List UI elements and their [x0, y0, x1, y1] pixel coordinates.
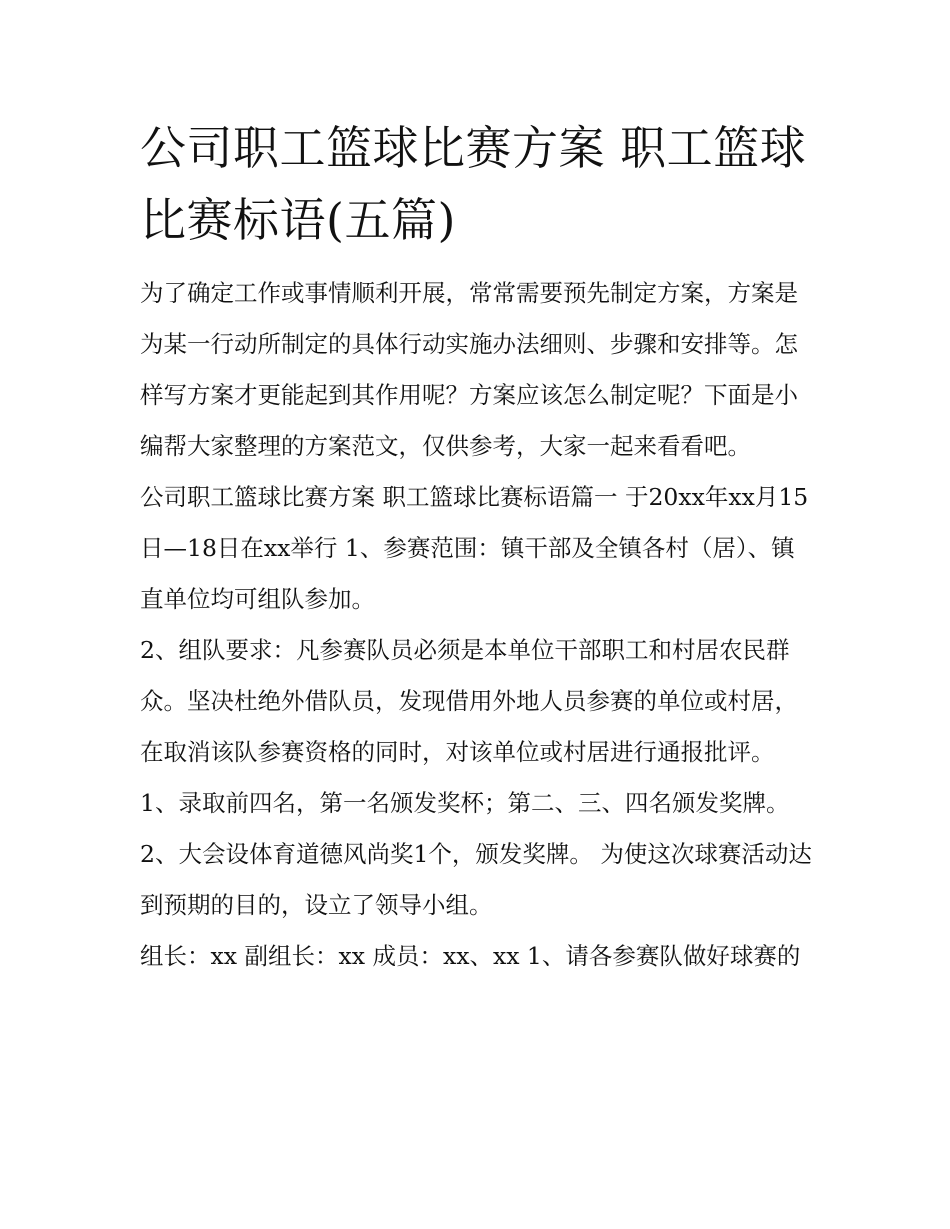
document-content	[140, 112, 816, 982]
document-body	[140, 268, 816, 982]
paragraph-awards: 1、录取前四名，第一名颁发奖杯；第二、三、四名颁发奖牌。 2、大会设体育道德风尚奖1个，颁发奖牌。 为使这次球赛活动达到预期的目的，设立了领导小组。	[140, 789, 812, 919]
paragraph-team-requirements: 2、组队要求：凡参赛队员必须是本单位干部职工和村居农民群众。坚决杜绝外借队员，发现借用外地人员参赛的单位或村居，在取消该队参赛资格的同时，对该单位或村居进行通报批评。	[140, 636, 798, 766]
paragraph-leadership: 组长：xx 副组长：xx 成员：xx、xx 1、请各参赛队做好球赛的	[140, 942, 801, 970]
paragraph-intro: 为了确定工作或事情顺利开展，常常需要预先制定方案，方案是为某一行动所制定的具体行动实施办法细则、步骤和安排等。怎样写方案才更能起到其作用呢？方案应该怎么制定呢？下面是小编帮大家整理的方案范文，仅供参考，大家一起来看看吧。	[140, 279, 798, 460]
paragraph-schedule: 公司职工篮球比赛方案 职工篮球比赛标语篇一 于20xx年xx月15日—18日在xx举行 1、参赛范围：镇干部及全镇各村（居）、镇直单位均可组队参加。	[140, 483, 809, 613]
document-title: 公司职工篮球比赛方案 职工篮球比赛标语(五篇)	[140, 121, 807, 247]
